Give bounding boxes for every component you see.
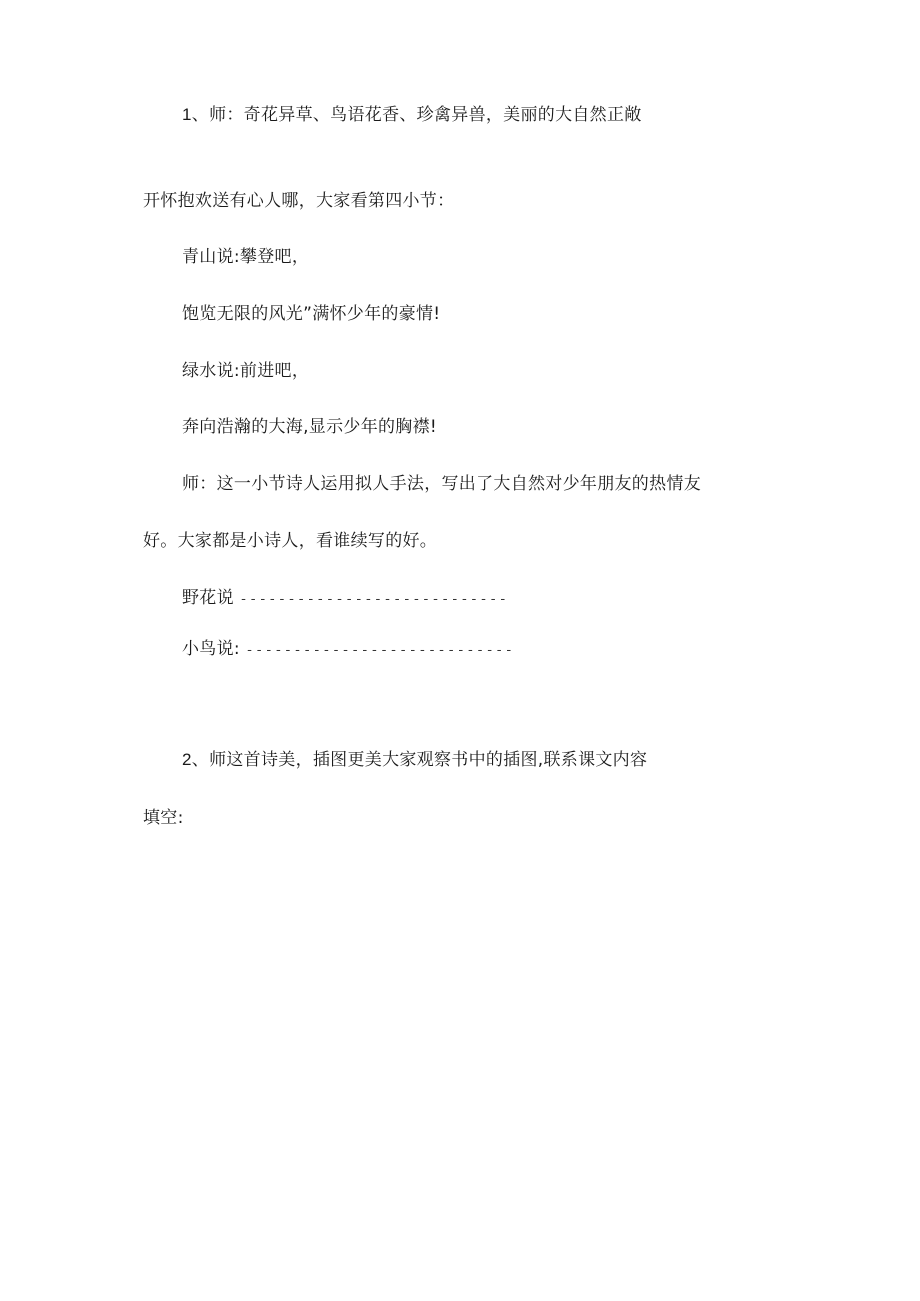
section-1-line-2: 开怀抱欢送有心人哪，大家看第四小节： xyxy=(143,191,455,211)
section-1-number: 1 xyxy=(182,105,192,124)
bird-blank-line: ---------------------------- xyxy=(245,643,515,658)
teacher-comment-line-1: 师：这一小节诗人运用拟人手法，写出了大自然对少年朋友的热情友 xyxy=(182,474,701,494)
poem-line-1: 青山说:攀登吧， xyxy=(182,247,310,267)
poem-line-4: 奔向浩瀚的大海,显示少年的胸襟! xyxy=(182,417,438,437)
section-2-line-2: 填空: xyxy=(143,808,184,828)
section-1-first-line xyxy=(182,103,642,127)
section-2-line-1-text: 、师这首诗美，插图更美大家观察书中的插图,联系课文内容 xyxy=(191,750,648,770)
poem-line-3: 绿水说:前进吧， xyxy=(182,361,310,381)
poem-line-2: 饱览无限的风光”满怀少年的豪情! xyxy=(182,304,441,324)
fill-blank-wildflower xyxy=(182,586,508,612)
wildflower-label: 野花说 xyxy=(182,588,234,608)
bird-label: 小鸟说: xyxy=(182,639,240,659)
fill-blank-bird xyxy=(182,637,515,663)
section-2-first-line xyxy=(182,748,647,772)
section-1-line-1-text: 、师：奇花异草、鸟语花香、珍禽异兽，美丽的大自然正敞 xyxy=(191,105,642,125)
wildflower-blank-line: ---------------------------- xyxy=(239,592,509,607)
teacher-comment-line-2: 好。大家都是小诗人，看谁续写的好。 xyxy=(143,531,438,551)
section-2-number: 2 xyxy=(182,750,192,769)
